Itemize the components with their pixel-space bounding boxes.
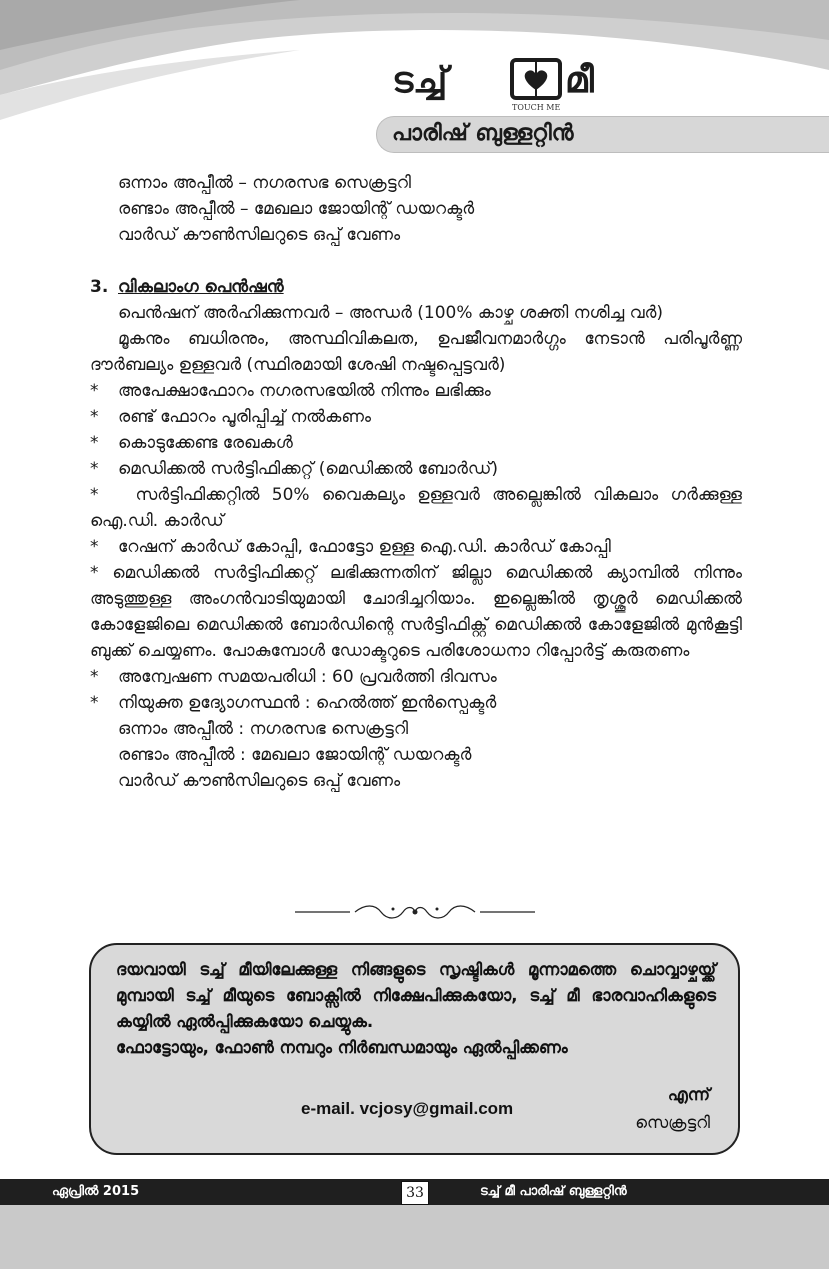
section-title: വികലാംഗ പെൻഷൻ (118, 277, 284, 297)
footer-title: ടച്ച് മീ പാരിഷ് ബുള്ളറ്റിൻ (480, 1184, 627, 1199)
medical-certificate-paragraph: * മെഡിക്കൽ സർട്ടിഫിക്കറ്റ് ലഭിക്കുന്നതിന് ജില്ലാ മെഡിക്കൽ ക്യാമ്പിൽ നിന്നും അടുത്തുള്ള അംഗൻവാടിയുമായി ചോദിച്ചറിയാം. ഇല്ലെങ്കിൽ തൃശ്ശൂർ മെഡിക്കൽ കോളേജിലെ മെഡിക്കൽ ബോർഡിന്റെ സർട്ടിഫിക്റ്റ് മെഡിക്കൽ കോളേജിൽ മുൻകൂട്ടി ബുക്ക് ചെയ്യണം. പോകുമ്പോൾ ഡോക്ടറുടെ പരിശോധനാ റിപ്പോർട്ട് കരുതണം (90, 563, 742, 661)
logo-text-left: ടച്ച് (392, 60, 448, 101)
notice-paragraph: ദയവായി ടച്ച് മീയിലേക്കുള്ള നിങ്ങളുടെ സൃഷ്ടികൾ മൂന്നാമത്തെ ചൊവ്വാഴ്ചയ്ക്ക് മുമ്പായി ടച്ച് മീയുടെ ബോക്സിൽ നിക്ഷേപിക്കുകയോ, ടച്ച് മീ ഭാരവാഹികളുടെ കയ്യിൽ ഏൽപ്പിക്കുകയോ ചെയ്യുക. (116, 960, 716, 1031)
footer-bar (0, 1179, 829, 1205)
list-item: * രണ്ട് ഫോറം പൂരിപ്പിച്ച് നൽകണം (90, 407, 372, 427)
notice-photo-line: ഫോട്ടോയും, ഫോൺ നമ്പറും നിർബന്ധമായും ഏൽപ്പിക്കണം (116, 1038, 568, 1057)
main-content (90, 170, 742, 794)
bottom-band (0, 1205, 829, 1269)
list-item-wrapped: * സർട്ടിഫിക്കറ്റിൽ 50% വൈകല്യം ഉള്ളവർ അല്ലെങ്കിൽ വികലാം ഗർക്കുള്ള ഐ.ഡി. കാർഡ് (90, 485, 742, 531)
list-item: * റേഷന് കാർഡ് കോപ്പി, ഫോട്ടോ ഉള്ള ഐ.ഡി. കാർഡ് കോപ്പി (90, 537, 611, 557)
appeal-line-3: വാർഡ് കൗൺസിലറുടെ ഒപ്പ് വേണം (118, 225, 401, 245)
notice-text (116, 957, 716, 1061)
book-heart-logo-icon (510, 56, 562, 102)
appeal-line-2: രണ്ടാം അപ്പീൽ : മേഖലാ ജോയിന്റ് ഡയറക്ടർ (118, 745, 472, 765)
page-number: 33 (401, 1181, 429, 1205)
section-heading (90, 274, 742, 300)
footer-month: ഏപ്രിൽ 2015 (52, 1184, 140, 1199)
banner-title: പാരിഷ് ബുള്ളറ്റിൻ (392, 121, 574, 146)
logo-subtitle: TOUCH ME (512, 103, 561, 112)
disability-paragraph: മൂകനും ബധിരനും, അസ്ഥിവികലത, ഉപജീവനമാർഗ്ഗം നേടാൻ പരിപൂർണ്ണ ദൗർബല്യം ഉള്ളവർ (സ്ഥിരമായി ശേഷി നഷ്ടപ്പെട്ടവർ) (90, 329, 742, 375)
email-text: e-mail. vcjosy@gmail.com (301, 1099, 514, 1118)
signature-secretary: സെക്രട്ടറി (635, 1113, 710, 1132)
ornament-divider-icon (295, 900, 535, 924)
notice-box (89, 943, 740, 1155)
appeal-line-1: ഒന്നാം അപ്പീൽ – നഗരസഭ സെക്രട്ടറി (118, 173, 411, 193)
list-item: * അന്വേഷണ സമയപരിധി : 60 പ്രവർത്തി ദിവസം (90, 667, 497, 687)
eligibility-paragraph: പെൻഷന് അർഹിക്കുന്നവർ – അന്ധർ (100% കാഴ്ച ശക്തി നശിച്ച വർ) (118, 303, 664, 323)
signature-label: എന്ന് (667, 1085, 710, 1104)
list-item: * നിയുക്ത ഉദ്യോഗസ്ഥൻ : ഹെൽത്ത് ഇൻസ്പെക്ടർ (90, 693, 497, 713)
appeal-line-3: വാർഡ് കൗൺസിലറുടെ ഒപ്പ് വേണം (118, 771, 401, 791)
appeal-line-1: ഒന്നാം അപ്പീൽ : നഗരസഭ സെക്രട്ടറി (118, 719, 409, 739)
section-number: 3. (90, 277, 109, 297)
list-item: * അപേക്ഷാഫോറം നഗരസഭയിൽ നിന്നും ലഭിക്കും (90, 381, 491, 401)
appeal-line-2: രണ്ടാം അപ്പീൽ – മേഖലാ ജോയിന്റ് ഡയറക്ടർ (118, 199, 475, 219)
logo-text-right: മീ (565, 60, 594, 101)
list-item: * മെഡിക്കൽ സർട്ടിഫിക്കറ്റ് (മെഡിക്കൽ ബോർഡ്) (90, 459, 498, 479)
list-item: * കൊടുക്കേണ്ട രേഖകൾ (90, 433, 293, 453)
